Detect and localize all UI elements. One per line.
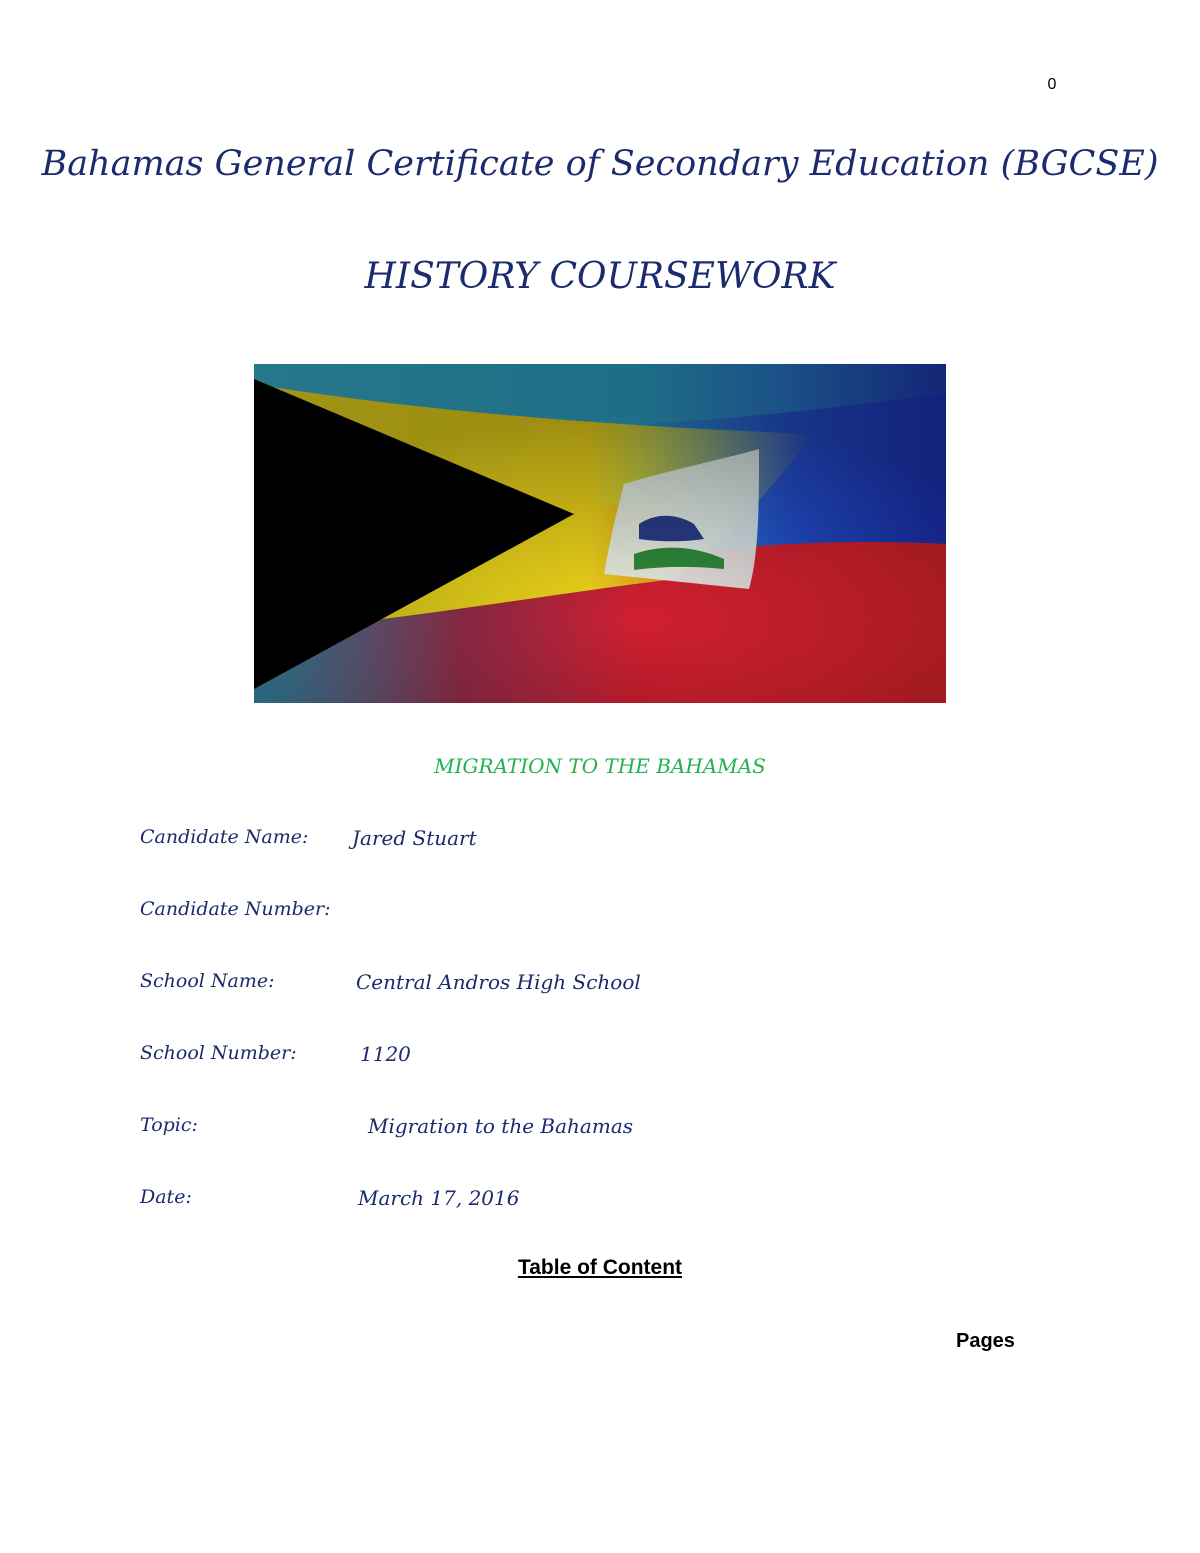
school-name-label: School Name: [140, 970, 275, 992]
toc-pages-label: Pages [956, 1330, 1015, 1352]
candidate-name-label: Candidate Name: [140, 826, 309, 848]
document-title: Bahamas General Certificate of Secondary Education (BGCSE) [41, 144, 1159, 184]
school-number-value: 1120 [360, 1042, 411, 1066]
table-of-content-heading: Table of Content [517, 1256, 683, 1279]
topic-value: Migration to the Bahamas [368, 1114, 633, 1138]
topic-label: Topic: [140, 1114, 198, 1136]
candidate-name-value: Jared Stuart [352, 826, 477, 850]
topic-heading: MIGRATION TO THE BAHAMAS [434, 754, 766, 778]
candidate-number-label: Candidate Number: [140, 898, 331, 920]
date-label: Date: [140, 1186, 192, 1208]
date-value: March 17, 2016 [358, 1186, 520, 1210]
flag-graphic [254, 364, 946, 703]
document-subtitle: HISTORY COURSEWORK [364, 256, 836, 297]
school-name-value: Central Andros High School [356, 970, 641, 994]
page-number: 0 [1047, 76, 1057, 93]
bahamas-haiti-flag-image [254, 364, 946, 703]
school-number-label: School Number: [140, 1042, 297, 1064]
